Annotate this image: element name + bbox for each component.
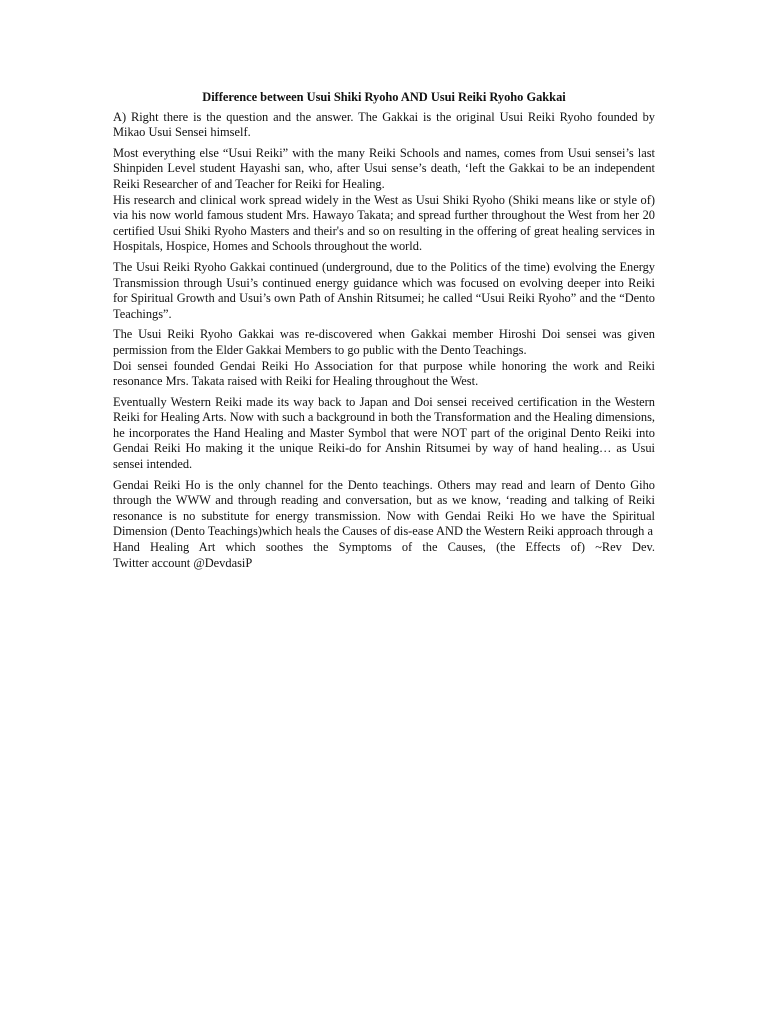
paragraph-rediscovered-text: The Usui Reiki Ryoho Gakkai was re-discovered when Gakkai member Hiroshi Doi sensei was given permission from the Elder Gakkai Members to go public with the Dento Teachings. xyxy=(113,327,655,357)
paragraph-gendai-reiki-text: Gendai Reiki Ho is the only channel for the Dento teachings. Others may read and learn of Dento Giho through the WWW and through reading and conversation, but as we know, ‘reading and talking of Reiki resonance is no substitute for energy transmission. Now with Gendai Reiki Ho we have the Spiritual Dimension (Dento Teachings)which heals the Causes of dis-ease AND the Western Reiki approach through a xyxy=(113,477,655,539)
paragraph-hand-healing-text: Hand Healing Art which soothes the Symptoms of the Causes, (the Effects of) ~Rev Dev. xyxy=(113,540,655,555)
paragraph-western-reiki: Eventually Western Reiki made its way back to Japan and Doi sensei received certification in the Western Reiki for Healing Arts. Now with such a background in both the Transformation and the Healing dimensions, he incorporates the Hand Healing and Master Symbol that were NOT part of the original Dento Reiki into Gendai Reiki Ho making it the unique Reiki-do for Anshin Ritsumei by way of hand healing… as Usui sensei intended. xyxy=(113,394,655,472)
paragraph-spread-text: His research and clinical work spread widely in the West as Usui Shiki Ryoho (Shiki means like or style of) via his now world famous student Mrs. Hawayo Takata; and spread further throughout the West from her 20 certified Usui Shiki Ryoho Masters and their's and so on resulting in the offering of great healing services in Hospitals, Hospice, Homes and Schools throughout the world. xyxy=(113,192,655,254)
paragraph-intro: A) Right there is the question and the answer. The Gakkai is the original Usui Reiki Ryoho founded by Mikao Usui Sensei himself. xyxy=(113,109,655,140)
paragraph-rediscovered xyxy=(113,327,655,389)
document-page xyxy=(113,90,655,576)
paragraph-gakkai-continued: The Usui Reiki Ryoho Gakkai continued (underground, due to the Politics of the time) evolving the Energy Transmission through Usui’s continued energy guidance which was focused on evolving deeper into Reiki for Spiritual Growth and Usui’s own Path of Anshin Ritsumei; he called “Usui Reiki Ryoho” and the “Dento Teachings”. xyxy=(113,259,655,321)
twitter-account-text: Twitter account @DevdasiP xyxy=(113,555,253,570)
document-title: Difference between Usui Shiki Ryoho AND Usui Reiki Ryoho Gakkai xyxy=(202,90,566,104)
paragraph-doi-founded-text: Doi sensei founded Gendai Reiki Ho Association for that purpose while honoring the work and Reiki resonance Mrs. Takata raised with Reiki for Healing throughout the West. xyxy=(113,358,655,389)
paragraph-gendai-reiki xyxy=(113,478,655,572)
paragraph-other-reiki-text: Most everything else “Usui Reiki” with the many Reiki Schools and names, comes from Usui sensei’s last Shinpiden Level student Hayashi san, who, after Usui sense’s death, ‘left the Gakkai to be an independent Reiki Researcher of and Teacher for Reiki for Healing. xyxy=(113,145,655,191)
paragraph-other-reiki xyxy=(113,146,655,255)
